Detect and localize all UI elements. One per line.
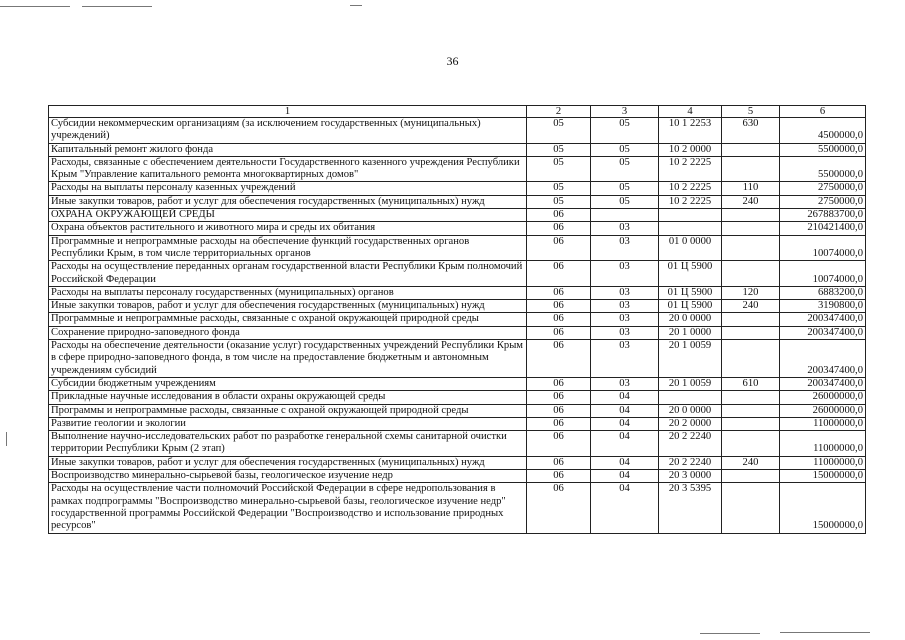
- row-name-cell: Расходы на осуществление части полномочий Российской Федерации в сфере недропользования в рамках подпрограммы "Воспроизводство минерально-сырьевой базы, геологическое изучение недр" государственной программы Российской Федерации "Воспроизводство и использование природных ресурсов": [49, 483, 527, 533]
- subsection-code-cell: 04: [591, 404, 659, 417]
- section-code-cell: 05: [527, 195, 591, 208]
- target-article-cell: 20 2 2240: [659, 431, 722, 457]
- expense-type-cell: [722, 417, 780, 430]
- section-code-cell: 06: [527, 431, 591, 457]
- section-code-cell: 06: [527, 222, 591, 235]
- section-code-cell: 05: [527, 156, 591, 182]
- subsection-code-cell: 05: [591, 156, 659, 182]
- table-row: [49, 431, 866, 457]
- table-row: [49, 286, 866, 299]
- subsection-code-cell: [591, 209, 659, 222]
- subsection-code-cell: 04: [591, 417, 659, 430]
- budget-table: [48, 105, 866, 534]
- section-code-cell: 06: [527, 377, 591, 390]
- table-row: [49, 261, 866, 287]
- subsection-code-cell: 05: [591, 118, 659, 144]
- section-code-cell: 05: [527, 182, 591, 195]
- row-name-cell: Прикладные научные исследования в области охраны окружающей среды: [49, 391, 527, 404]
- target-article-cell: 20 3 0000: [659, 470, 722, 483]
- table-row: [49, 156, 866, 182]
- table-row: [49, 118, 866, 144]
- expense-type-cell: [722, 483, 780, 533]
- row-name-cell: Субсидии бюджетным учреждениям: [49, 377, 527, 390]
- amount-cell: 2750000,0: [780, 182, 866, 195]
- target-article-cell: 20 2 2240: [659, 456, 722, 469]
- expense-type-cell: 240: [722, 195, 780, 208]
- column-header: 1: [49, 106, 527, 118]
- row-name-cell: Сохранение природно-заповедного фонда: [49, 326, 527, 339]
- section-code-cell: 06: [527, 209, 591, 222]
- amount-cell: 5500000,0: [780, 143, 866, 156]
- column-header: 5: [722, 106, 780, 118]
- subsection-code-cell: 03: [591, 326, 659, 339]
- scan-artifact-line: [82, 6, 152, 7]
- subsection-code-cell: 04: [591, 391, 659, 404]
- subsection-code-cell: 05: [591, 182, 659, 195]
- row-name-cell: ОХРАНА ОКРУЖАЮЩЕЙ СРЕДЫ: [49, 209, 527, 222]
- amount-cell: 11000000,0: [780, 456, 866, 469]
- amount-cell: 200347400,0: [780, 326, 866, 339]
- table-row: [49, 377, 866, 390]
- expense-type-cell: [722, 209, 780, 222]
- amount-cell: 210421400,0: [780, 222, 866, 235]
- amount-cell: 26000000,0: [780, 404, 866, 417]
- expense-type-cell: 120: [722, 286, 780, 299]
- expense-type-cell: [722, 340, 780, 378]
- amount-cell: 267883700,0: [780, 209, 866, 222]
- column-header: 2: [527, 106, 591, 118]
- amount-cell: 11000000,0: [780, 417, 866, 430]
- expense-type-cell: [722, 391, 780, 404]
- expense-type-cell: [722, 313, 780, 326]
- table-row: [49, 143, 866, 156]
- expense-type-cell: 610: [722, 377, 780, 390]
- row-name-cell: Субсидии некоммерческим организациям (за исключением государственных (муниципальных) учреждений): [49, 118, 527, 144]
- table-row: [49, 313, 866, 326]
- target-article-cell: 20 3 5395: [659, 483, 722, 533]
- row-name-cell: Выполнение научно-исследовательских работ по разработке генеральной схемы санитарной очистки территории Республики Крым (2 этап): [49, 431, 527, 457]
- target-article-cell: 01 Ц 5900: [659, 261, 722, 287]
- row-name-cell: Программы и непрограммные расходы, связанные с охраной окружающей природной среды: [49, 404, 527, 417]
- section-code-cell: 06: [527, 340, 591, 378]
- table-row: [49, 340, 866, 378]
- section-code-cell: 06: [527, 235, 591, 261]
- row-name-cell: Капитальный ремонт жилого фонда: [49, 143, 527, 156]
- table-row: [49, 195, 866, 208]
- target-article-cell: 20 0 0000: [659, 404, 722, 417]
- subsection-code-cell: 03: [591, 286, 659, 299]
- target-article-cell: 20 1 0000: [659, 326, 722, 339]
- section-code-cell: 06: [527, 456, 591, 469]
- expense-type-cell: [722, 235, 780, 261]
- column-header: 4: [659, 106, 722, 118]
- section-code-cell: 06: [527, 326, 591, 339]
- amount-cell: 26000000,0: [780, 391, 866, 404]
- subsection-code-cell: 04: [591, 483, 659, 533]
- section-code-cell: 06: [527, 470, 591, 483]
- table-row: [49, 182, 866, 195]
- row-name-cell: Программные и непрограммные расходы, связанные с охраной окружающей природной среды: [49, 313, 527, 326]
- section-code-cell: 06: [527, 300, 591, 313]
- column-header: 3: [591, 106, 659, 118]
- row-name-cell: Расходы на обеспечение деятельности (оказание услуг) государственных учреждений Республики Крым в сфере природно-заповедного фонда, в том числе на предоставление бюджетным и автономным учреждениям субсидий: [49, 340, 527, 378]
- target-article-cell: [659, 209, 722, 222]
- row-name-cell: Охрана объектов растительного и животного мира и среды их обитания: [49, 222, 527, 235]
- subsection-code-cell: 03: [591, 300, 659, 313]
- scan-artifact-line: [0, 6, 70, 7]
- expense-type-cell: 110: [722, 182, 780, 195]
- target-article-cell: 10 1 2253: [659, 118, 722, 144]
- row-name-cell: Расходы на выплаты персоналу казенных учреждений: [49, 182, 527, 195]
- expense-type-cell: [722, 326, 780, 339]
- target-article-cell: 10 2 2225: [659, 195, 722, 208]
- row-name-cell: Развитие геологии и экологии: [49, 417, 527, 430]
- section-code-cell: 06: [527, 261, 591, 287]
- expense-type-cell: [722, 470, 780, 483]
- target-article-cell: [659, 391, 722, 404]
- section-code-cell: 06: [527, 483, 591, 533]
- subsection-code-cell: 04: [591, 431, 659, 457]
- target-article-cell: 10 2 2225: [659, 182, 722, 195]
- target-article-cell: 01 0 0000: [659, 235, 722, 261]
- amount-cell: 10074000,0: [780, 261, 866, 287]
- section-code-cell: 05: [527, 143, 591, 156]
- scan-artifact-line: [700, 633, 760, 634]
- table-header-row: [49, 106, 866, 118]
- scan-artifact-line: [6, 432, 7, 446]
- target-article-cell: 20 0 0000: [659, 313, 722, 326]
- amount-cell: 15000000,0: [780, 470, 866, 483]
- subsection-code-cell: 03: [591, 340, 659, 378]
- table-row: [49, 391, 866, 404]
- subsection-code-cell: 05: [591, 195, 659, 208]
- section-code-cell: 06: [527, 417, 591, 430]
- subsection-code-cell: 03: [591, 222, 659, 235]
- target-article-cell: 10 2 2225: [659, 156, 722, 182]
- amount-cell: 15000000,0: [780, 483, 866, 533]
- amount-cell: 4500000,0: [780, 118, 866, 144]
- table-row: [49, 417, 866, 430]
- row-name-cell: Воспроизводство минерально-сырьевой базы, геологическое изучение недр: [49, 470, 527, 483]
- row-name-cell: Расходы на осуществление переданных органам государственной власти Республики Крым полномочий Российской Федерации: [49, 261, 527, 287]
- amount-cell: 200347400,0: [780, 377, 866, 390]
- amount-cell: 6883200,0: [780, 286, 866, 299]
- scan-artifact-line: [780, 632, 870, 633]
- target-article-cell: [659, 222, 722, 235]
- section-code-cell: 06: [527, 391, 591, 404]
- expense-type-cell: [722, 143, 780, 156]
- amount-cell: 5500000,0: [780, 156, 866, 182]
- subsection-code-cell: 03: [591, 235, 659, 261]
- section-code-cell: 06: [527, 404, 591, 417]
- subsection-code-cell: 04: [591, 470, 659, 483]
- row-name-cell: Иные закупки товаров, работ и услуг для обеспечения государственных (муниципальных) нужд: [49, 195, 527, 208]
- amount-cell: 200347400,0: [780, 340, 866, 378]
- expense-type-cell: [722, 222, 780, 235]
- table-row: [49, 209, 866, 222]
- table-row: [49, 300, 866, 313]
- table-row: [49, 470, 866, 483]
- target-article-cell: 20 1 0059: [659, 377, 722, 390]
- amount-cell: 11000000,0: [780, 431, 866, 457]
- target-article-cell: 01 Ц 5900: [659, 300, 722, 313]
- amount-cell: 200347400,0: [780, 313, 866, 326]
- scan-artifact-line: [350, 5, 362, 6]
- expense-type-cell: 630: [722, 118, 780, 144]
- expense-type-cell: [722, 431, 780, 457]
- target-article-cell: 20 2 0000: [659, 417, 722, 430]
- table-row: [49, 404, 866, 417]
- expense-type-cell: [722, 261, 780, 287]
- section-code-cell: 05: [527, 118, 591, 144]
- target-article-cell: 01 Ц 5900: [659, 286, 722, 299]
- section-code-cell: 06: [527, 313, 591, 326]
- row-name-cell: Иные закупки товаров, работ и услуг для обеспечения государственных (муниципальных) нужд: [49, 300, 527, 313]
- row-name-cell: Расходы, связанные с обеспечением деятельности Государственного казенного учреждения Республики Крым "Управление капитального ремонта многоквартирных домов": [49, 156, 527, 182]
- table-row: [49, 483, 866, 533]
- table-row: [49, 456, 866, 469]
- table-row: [49, 222, 866, 235]
- expense-type-cell: [722, 404, 780, 417]
- table-row: [49, 235, 866, 261]
- subsection-code-cell: 03: [591, 313, 659, 326]
- expense-type-cell: 240: [722, 456, 780, 469]
- subsection-code-cell: 03: [591, 261, 659, 287]
- target-article-cell: 20 1 0059: [659, 340, 722, 378]
- page-number: 36: [446, 54, 459, 68]
- table-row: [49, 326, 866, 339]
- row-name-cell: Иные закупки товаров, работ и услуг для обеспечения государственных (муниципальных) нужд: [49, 456, 527, 469]
- row-name-cell: Расходы на выплаты персоналу государственных (муниципальных) органов: [49, 286, 527, 299]
- expense-type-cell: [722, 156, 780, 182]
- subsection-code-cell: 05: [591, 143, 659, 156]
- expense-type-cell: 240: [722, 300, 780, 313]
- amount-cell: 10074000,0: [780, 235, 866, 261]
- amount-cell: 2750000,0: [780, 195, 866, 208]
- column-header: 6: [780, 106, 866, 118]
- subsection-code-cell: 03: [591, 377, 659, 390]
- row-name-cell: Программные и непрограммные расходы на обеспечение функций государственных органов Республики Крым, в том числе территориальных органов: [49, 235, 527, 261]
- target-article-cell: 10 2 0000: [659, 143, 722, 156]
- section-code-cell: 06: [527, 286, 591, 299]
- amount-cell: 3190800,0: [780, 300, 866, 313]
- subsection-code-cell: 04: [591, 456, 659, 469]
